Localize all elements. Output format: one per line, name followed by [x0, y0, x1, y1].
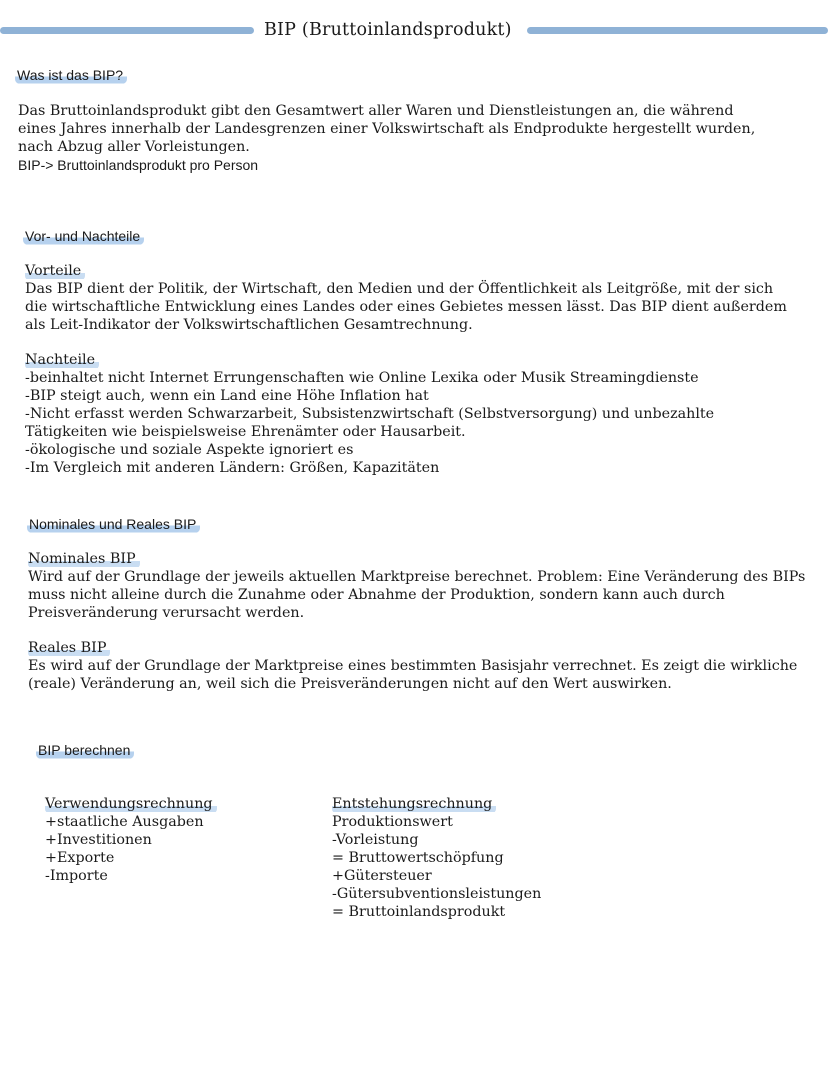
section-heading-what-is: Was ist das BIP? — [15, 66, 127, 84]
subheading-advantages: Vorteile — [25, 262, 85, 280]
subheading-nominal: Nominales BIP — [28, 550, 140, 568]
paragraph-line: nach Abzug aller Vorleistungen. — [18, 139, 250, 155]
subheading-disadvantages: Nachteile — [25, 351, 99, 369]
list-item: -Gütersubventionsleistungen — [332, 886, 542, 902]
list-item: +Investitionen — [45, 832, 152, 848]
paragraph-line: Es wird auf der Grundlage der Marktpreise eines bestimmten Basisjahr verrechnet. Es zeigt die wirkliche — [28, 658, 798, 674]
paragraph-line: (reale) Veränderung an, weil sich die Preisveränderungen nicht auf den Wert auswirken. — [28, 676, 672, 692]
list-item: -Nicht erfasst werden Schwarzarbeit, Subsistenzwirtschaft (Selbstversorgung) und unbezahlte — [25, 406, 715, 422]
title-decoration-right — [527, 27, 828, 34]
paragraph-line: muss nicht alleine durch die Zunahme oder Abnahme der Produktion, sondern kann auch durch — [28, 587, 725, 603]
list-item: -Vorleistung — [332, 832, 419, 848]
list-item: = Bruttoinlandsprodukt — [332, 904, 506, 920]
list-item: -Im Vergleich mit anderen Ländern: Größen, Kapazitäten — [25, 460, 440, 476]
list-item: -Importe — [45, 868, 108, 884]
section-heading-calculate: BIP berechnen — [36, 741, 134, 759]
list-item: Tätigkeiten wie beispielsweise Ehrenämter oder Hausarbeit. — [25, 424, 466, 440]
subheading-real: Reales BIP — [28, 639, 110, 657]
list-item: -beinhaltet nicht Internet Errungenschaften wie Online Lexika oder Musik Streamingdienste — [25, 370, 699, 386]
list-item: -BIP steigt auch, wenn ein Land eine Höhe Inflation hat — [25, 388, 429, 404]
section-heading-nominal-real: Nominales und Reales BIP — [27, 515, 200, 533]
list-item: +Gütersteuer — [332, 868, 432, 884]
real-paragraph — [28, 657, 797, 693]
list-item: Produktionswert — [332, 814, 453, 830]
title-row — [0, 19, 828, 41]
paragraph-line: eines Jahres innerhalb der Landesgrenzen einer Volkswirtschaft als Endprodukte hergestellt wurden, — [18, 121, 756, 137]
what-is-paragraph — [18, 102, 755, 174]
page-title: BIP (Bruttoinlandsprodukt) — [264, 20, 512, 40]
paragraph-line: BIP-> Bruttoinlandsprodukt pro Person — [18, 157, 259, 173]
disadvantages-list — [25, 369, 714, 477]
paragraph-line: Das Bruttoinlandsprodukt gibt den Gesamtwert aller Waren und Dienstleistungen an, die während — [18, 103, 734, 119]
usage-list — [45, 813, 204, 885]
paragraph-line: Preisveränderung verursacht werden. — [28, 605, 305, 621]
advantages-paragraph — [25, 280, 787, 334]
list-item: -ökologische und soziale Aspekte ignoriert es — [25, 442, 354, 458]
nominal-paragraph — [28, 568, 805, 622]
list-item: +Exporte — [45, 850, 115, 866]
subheading-usage: Verwendungsrechnung — [45, 795, 217, 813]
production-list — [332, 813, 541, 921]
title-decoration-left — [0, 27, 254, 34]
paragraph-line: die wirtschaftliche Entwicklung eines Landes oder eines Gebietes messen lässt. Das BIP dient außerdem — [25, 299, 787, 315]
paragraph-line: Das BIP dient der Politik, der Wirtschaft, den Medien und der Öffentlichkeit als Leitgröße, mit der sich — [25, 281, 774, 297]
paragraph-line: als Leit-Indikator der Volkswirtschaftlichen Gesamtrechnung. — [25, 317, 473, 333]
list-item: +staatliche Ausgaben — [45, 814, 204, 830]
list-item: = Bruttowertschöpfung — [332, 850, 504, 866]
paragraph-line: Wird auf der Grundlage der jeweils aktuellen Marktpreise berechnet. Problem: Eine Veränderung des BIPs — [28, 569, 806, 585]
subheading-production: Entstehungsrechnung — [332, 795, 496, 813]
section-heading-pros-cons: Vor- und Nachteile — [23, 227, 144, 245]
